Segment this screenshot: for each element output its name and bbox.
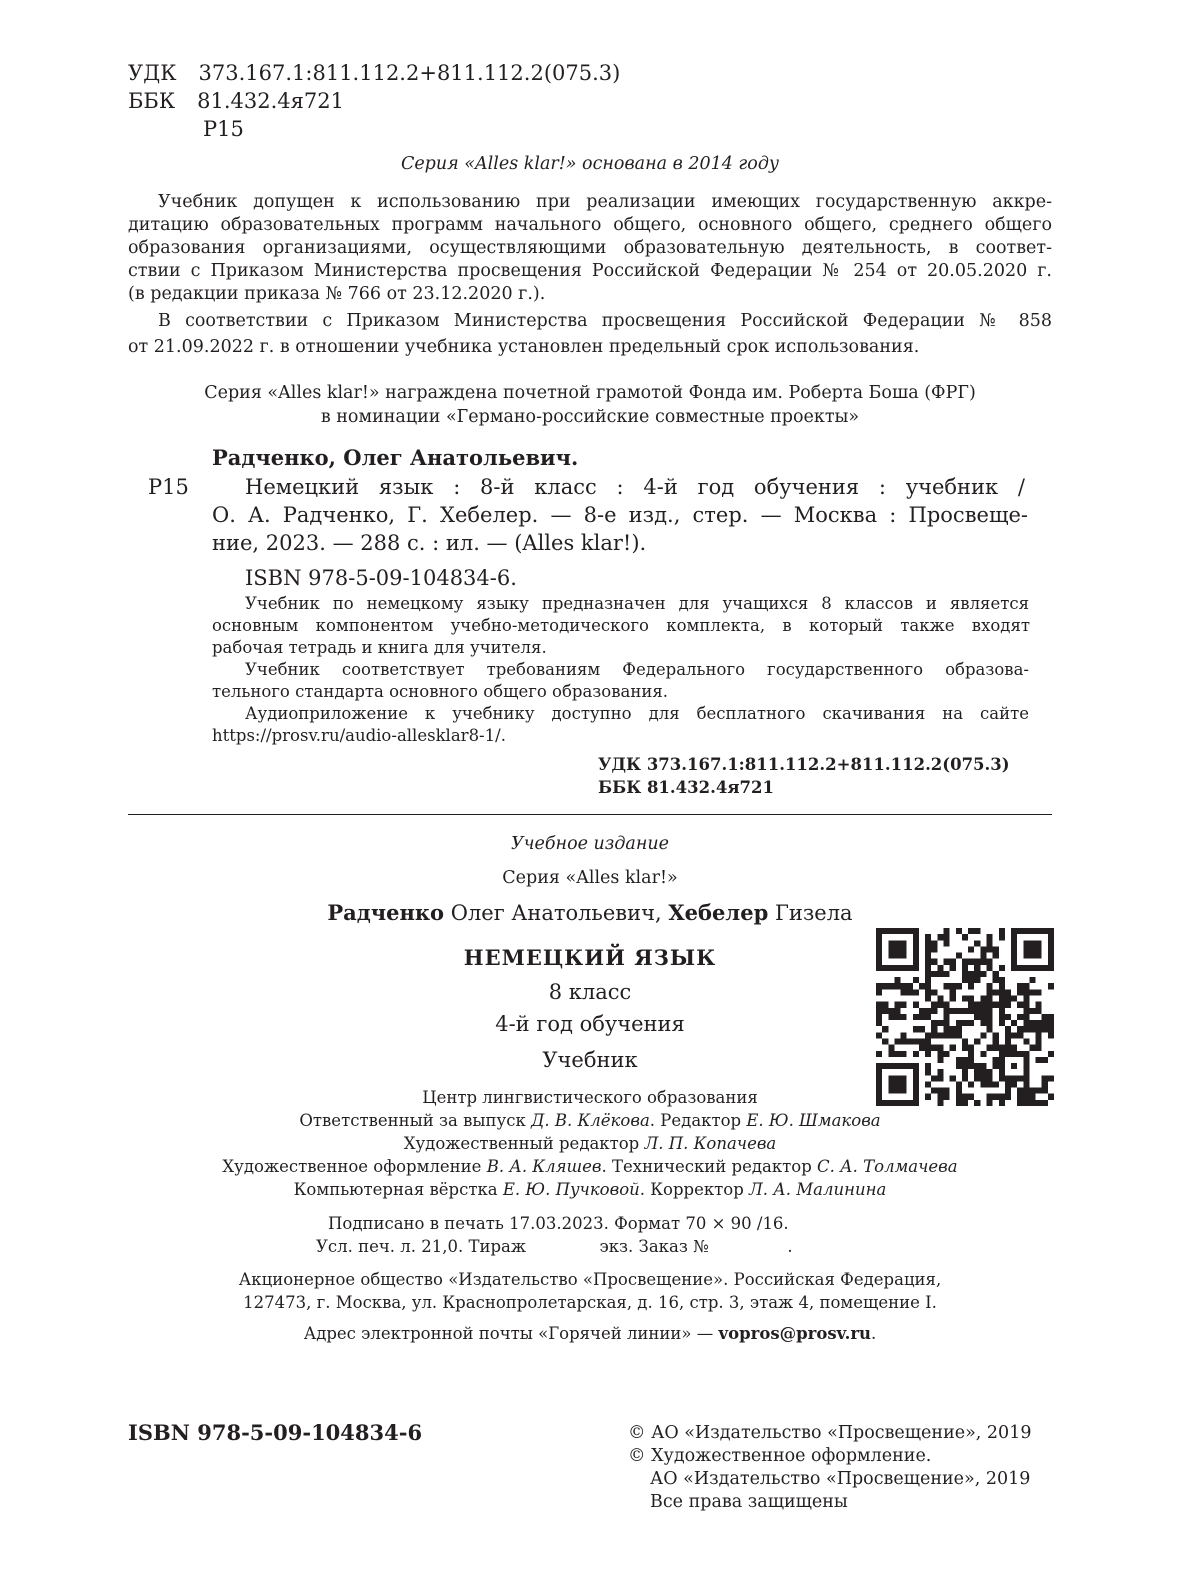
email-prefix: Адрес электронной почты «Горячей линии» — (303, 1324, 719, 1343)
copyright-line-1: © АО «Издательство «Просвещение», 2019 (628, 1423, 1032, 1443)
credit-role: . Корректор (639, 1180, 750, 1199)
credit-person: Л. А. Малинина (749, 1180, 887, 1199)
copyright-line-3: АО «Издательство «Просвещение», 2019 (650, 1469, 1031, 1489)
bbk-label: ББК (128, 89, 176, 113)
copyright-line-2: © Художественное оформление. (628, 1446, 932, 1466)
credit-person: Е. Ю. Пучковой (502, 1180, 640, 1199)
annotation-line-7: https://prosv.ru/audio-allesklar8-1/. (212, 726, 506, 745)
book-grade: 8 класс (548, 980, 632, 1004)
credit-role: . Технический редактор (601, 1157, 818, 1176)
author2-name: Гизела (774, 901, 853, 925)
series-founded: Серия «Alles klar!» основана в 2014 году (400, 154, 780, 174)
publisher-line-2: 127473, г. Москва, ул. Краснопролетарская, д. 16, стр. 3, этаж 4, помещение I. (243, 1293, 937, 1312)
author1-name: Олег Анатольевич, (450, 901, 662, 925)
author1-surname: Радченко (327, 900, 445, 925)
bbk-line (128, 86, 344, 116)
annotation-line-4: Учебник соответствует требованиям Федерального государственного образова- (245, 660, 1029, 679)
udk-value: 373.167.1:811.112.2+811.112.2(075.3) (198, 61, 621, 85)
annotation-line-2: основным компонентом учебно-методического комплекта, в который также входят (212, 616, 1030, 635)
author-mark: Р15 (203, 117, 244, 141)
credits-line-2 (150, 1132, 1030, 1155)
credit-role: Ответственный за выпуск (299, 1111, 531, 1130)
credit-person: В. А. Кляшев (486, 1157, 602, 1176)
credit-person: С. А. Толмачева (817, 1157, 958, 1176)
book-type: Учебник (542, 1048, 638, 1072)
imprint-authors (250, 898, 930, 928)
email-line (128, 1322, 1052, 1345)
credits-line-3 (150, 1155, 1030, 1178)
udk-line (128, 58, 620, 88)
term-line-1: В соответствии с Приказом Министерства просвещения Российской Федерации № 858 (158, 311, 1052, 331)
credit-role: Художественный редактор (403, 1134, 645, 1153)
annotation-line-5: тельного стандарта основного общего образования. (212, 682, 669, 701)
credit-person: Д. В. Клёкова (531, 1111, 650, 1130)
annotation-line-1: Учебник по немецкому языку предназначен для учащихся 8 классов и является (245, 594, 1029, 613)
credit-role: . Редактор (649, 1111, 747, 1130)
term-line-2: от 21.09.2022 г. в отношении учебника установлен предельный срок использования. (128, 337, 920, 357)
award-line-2: в номинации «Германо-российские совместные проекты» (320, 407, 860, 427)
annotation-bbk: ББК 81.432.4я721 (598, 778, 774, 797)
approval-line-2: дитацию образовательных программ начального общего, основного общего, среднего общего (128, 215, 1052, 235)
bib-line-1: Немецкий язык : 8-й класс : 4-й год обучения : учебник / (245, 475, 1025, 499)
imprint-series: Серия «Alles klar!» (502, 868, 678, 888)
credit-person: Л. П. Копачева (644, 1134, 777, 1153)
credit-person: Е. Ю. Шмакова (746, 1111, 881, 1130)
bib-line-3: ние, 2023. — 288 с. : ил. — (Alles klar!). (212, 531, 647, 555)
qr-code-icon (876, 928, 1054, 1106)
annotation-udk: УДК 373.167.1:811.112.2+811.112.2(075.3) (598, 755, 1010, 774)
divider-rule (128, 814, 1052, 815)
award-line-1: Серия «Alles klar!» награждена почетной грамотой Фонда им. Роберта Боша (ФРГ) (204, 383, 976, 403)
print-line-1: Подписано в печать 17.03.2023. Формат 70 × 90 /16. (328, 1214, 789, 1233)
copyright-line-4: Все права защищены (650, 1492, 848, 1512)
email-address: vopros@prosv.ru (718, 1324, 872, 1343)
print-line-2: Усл. печ. л. 21,0. Тираж экз. Заказ № . (316, 1237, 793, 1256)
credits-line-4 (150, 1178, 1030, 1201)
book-year-of-study: 4-й год обучения (495, 1012, 685, 1036)
approval-line-5: (в редакции приказа № 766 от 23.12.2020 г.). (128, 284, 546, 304)
bbk-value: 81.432.4я721 (197, 89, 344, 113)
author2-surname: Хебелер (668, 900, 769, 925)
credits-line-1 (150, 1109, 1030, 1132)
bib-mark: Р15 (148, 475, 189, 499)
bib-line-2: О. А. Радченко, Г. Хебелер. — 8-е изд., стер. — Москва : Просвеще- (212, 503, 1028, 527)
bib-isbn: ISBN 978-5-09-104834-6. (245, 566, 517, 590)
email-suffix: . (871, 1324, 877, 1343)
credit-role: Компьютерная вёрстка (293, 1180, 503, 1199)
publisher-line-1: Акционерное общество «Издательство «Просвещение». Российская Федерация, (238, 1270, 942, 1289)
udk-label: УДК (128, 61, 177, 85)
annotation-line-3: рабочая тетрадь и книга для учителя. (212, 638, 547, 657)
credit-role: Художественное оформление (222, 1157, 487, 1176)
annotation-line-6: Аудиоприложение к учебнику доступно для бесплатного скачивания на сайте (245, 704, 1029, 723)
edition-type: Учебное издание (510, 834, 670, 854)
footer-isbn: ISBN 978-5-09-104834-6 (128, 1420, 423, 1445)
center-name: Центр лингвистического образования (422, 1088, 758, 1107)
bib-author-heading: Радченко, Олег Анатольевич. (212, 445, 579, 470)
approval-line-4: ствии с Приказом Министерства просвещения Российской Федерации № 254 от 20.05.2020 г. (128, 261, 1052, 281)
book-title: НЕМЕЦКИЙ ЯЗЫК (463, 945, 717, 970)
approval-line-3: образования организациями, осуществляющими образовательную деятельность, в соответ- (128, 238, 1052, 258)
approval-line-1: Учебник допущен к использованию при реализации имеющих государственную аккре- (158, 192, 1052, 212)
